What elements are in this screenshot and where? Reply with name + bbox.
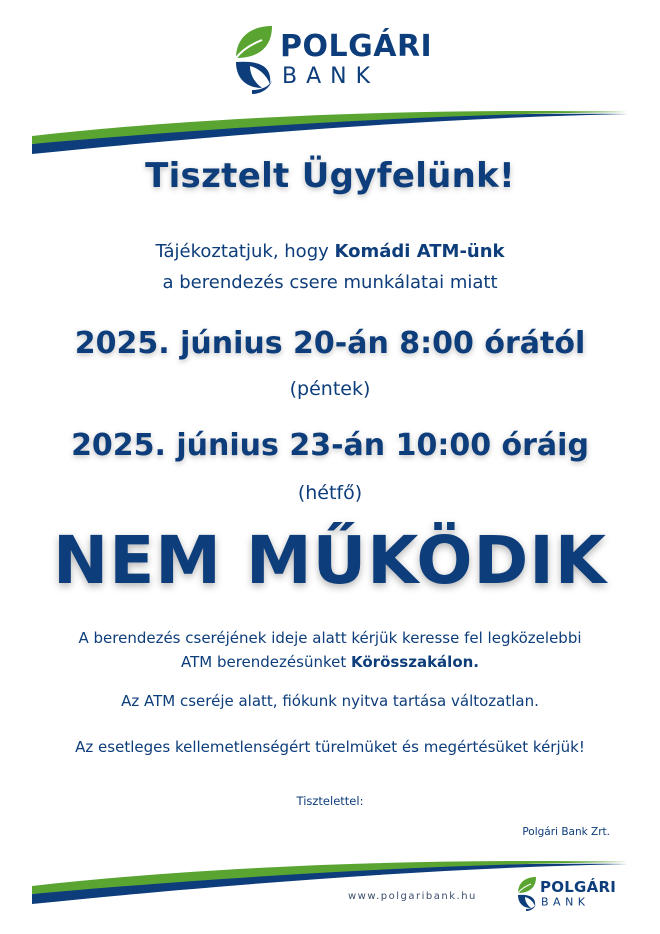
info-text <box>0 626 660 674</box>
status-headline: NEM MŰKÖDIK <box>52 522 608 599</box>
logo-text-polgari: POLGÁRI <box>280 29 433 64</box>
intro-text <box>0 236 660 298</box>
info-line-2-prefix: ATM berendezésünket <box>180 653 351 671</box>
info-line-1: A berendezés cseréjének ideje alatt kérjük keresse fel legközelebbi <box>78 629 582 647</box>
footer-logo <box>516 876 616 912</box>
day-from: (péntek) <box>289 378 371 400</box>
apology-note: Az esetleges kellemetlenségért türelmüket és megértésüket kérjük! <box>75 738 585 756</box>
header-swoosh <box>30 106 630 156</box>
footer-logo-text-polgari: POLGÁRI <box>540 878 617 896</box>
date-to: 2025. június 23-án 10:00 óráig <box>71 428 589 463</box>
intro-line-1 <box>0 236 660 267</box>
alternate-location: Körösszakálon. <box>351 653 479 671</box>
website-link[interactable]: www.polgaribank.hu <box>348 891 477 902</box>
intro-prefix: Tájékoztatjuk, hogy <box>155 241 335 262</box>
company-signature: Polgári Bank Zrt. <box>522 826 610 838</box>
polgari-bank-logo <box>232 24 432 96</box>
info-line-2 <box>0 650 660 674</box>
greeting: Tisztelettel: <box>296 794 364 808</box>
leaf-logo-icon <box>232 24 274 96</box>
intro-line-2: a berendezés csere munkálatai miatt <box>162 272 498 293</box>
leaf-logo-icon <box>516 876 537 912</box>
day-to: (hétfő) <box>297 482 363 504</box>
footer-logo-text-bank: BANK <box>541 896 590 909</box>
page-title: Tisztelt Ügyfelünk! <box>145 156 515 196</box>
date-from: 2025. június 20-án 8:00 órától <box>74 326 586 361</box>
logo-text-bank: BANK <box>282 64 380 89</box>
atm-name: Komádi ATM-ünk <box>334 241 505 262</box>
branch-hours-note: Az ATM cseréje alatt, fiókunk nyitva tartása változatlan. <box>121 692 539 710</box>
